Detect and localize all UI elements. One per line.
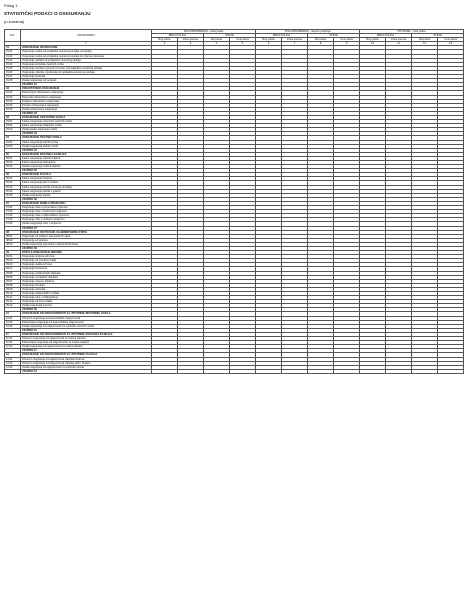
row-number: 06.02 — [5, 181, 21, 185]
leaf-header: Iznos premije — [178, 38, 204, 42]
row-number: 09.04 — [5, 267, 21, 271]
row-number: 09.01 — [5, 255, 21, 259]
row-label: Osiguranje od požara i elementarnih šteta — [21, 234, 152, 238]
row-number: 06.05 — [5, 193, 21, 197]
row-number: 09.02 — [5, 259, 21, 263]
num-cell: 10 — [360, 42, 386, 46]
leaf-header: Broj polica — [152, 38, 178, 42]
leaf-header: Iznos šteta — [334, 38, 360, 42]
row-label: Ostala osiguranja od nezgode — [21, 79, 152, 83]
row-label: Kasko osiguranje tračnih vozila — [21, 140, 152, 144]
subgroup-header: BROJ POLICA — [360, 34, 412, 38]
row-label: UKUPNO 01 — [21, 83, 152, 87]
row-label: Ostala kasko osiguranja vozila — [21, 128, 152, 132]
row-number: 04.01 — [5, 140, 21, 144]
row-number: 08.01 — [5, 234, 21, 238]
row-number: 09.13 — [5, 304, 21, 308]
row-label: OSIGURANJE OD ODGOVORNOSTI ZA UPOTREBU PLOVILA — [21, 353, 152, 357]
leaf-header: Broj šteta — [204, 38, 230, 42]
row-label: Privatno zdravstveno osiguranje — [21, 103, 152, 107]
num-cell: 9 — [334, 42, 360, 46]
statistics-table — [4, 29, 464, 374]
row-number: 08.02 — [5, 238, 21, 242]
row-label: Osiguranje osoba od posljedica nesretnog slučaja (nezgode) — [21, 50, 152, 54]
row-label: Ostala osiguranja robe u prijevozu — [21, 222, 152, 226]
row-number: 11.03 — [5, 345, 21, 349]
col-vrsta: VRSTE RIZIKA — [21, 30, 152, 42]
row-number: 01.08 — [5, 79, 21, 83]
row-number — [5, 369, 21, 373]
row-label: Ostala osiguranja od odgovornosti za zračne letjelice — [21, 345, 152, 349]
row-label: Osiguranje životinja — [21, 283, 152, 287]
row-label: Kasko osiguranje jahti i brodica — [21, 181, 152, 185]
leaf-header: Iznos premije — [386, 38, 412, 42]
row-number: 02.04 — [5, 103, 21, 107]
subgroup-header: ŠTETE — [204, 34, 256, 38]
row-label: Ostala osiguranja tračnih vozila — [21, 144, 152, 148]
row-number: 02.01 — [5, 91, 21, 95]
num-cell: 3 — [178, 42, 204, 46]
row-number: 06 — [5, 173, 21, 177]
row-number: 12.02 — [5, 361, 21, 365]
row-label: Osiguranje građevinskih objekata — [21, 271, 152, 275]
value-cell — [360, 369, 386, 373]
leaf-header: Broj šteta — [412, 38, 438, 42]
row-number: 10.02 — [5, 320, 21, 324]
subgroup-header: BROJ POLICA — [256, 34, 308, 38]
value-cell — [256, 369, 282, 373]
row-number: 03.02 — [5, 124, 21, 128]
row-number: 09.12 — [5, 300, 21, 304]
row-label: Osiguranje korisnika motornih vozila — [21, 62, 152, 66]
row-number: 09.08 — [5, 283, 21, 287]
row-number: 12.01 — [5, 357, 21, 361]
num-cell: 4 — [204, 42, 230, 46]
row-number: 01.05 — [5, 66, 21, 70]
row-label: Osiguranje robe u željezničkom prijevozu — [21, 214, 152, 218]
row-label: Osiguranje montažnih objekata — [21, 275, 152, 279]
row-number: 03 — [5, 115, 21, 119]
row-label: UKUPNO 05 — [21, 169, 152, 173]
num-cell: 5 — [230, 42, 256, 46]
row-label: UKUPNO 09 — [21, 308, 152, 312]
row-label: Obvezno osiguranje od odgovornosti za zračne letjelice — [21, 337, 152, 341]
row-label: Ostala osiguranja od odgovornosti za upotrebu motornih vozila — [21, 324, 152, 328]
subgroup-header: ŠTETE — [308, 34, 360, 38]
leaf-header: Iznos šteta — [438, 38, 464, 42]
row-label: Kasko osiguranje zračnih letjelica — [21, 156, 152, 160]
num-cell: 11 — [386, 42, 412, 46]
row-number: 01.03 — [5, 58, 21, 62]
row-label: UKUPNO 03 — [21, 132, 152, 136]
row-label: UKUPNO 04 — [21, 148, 152, 152]
row-number: 01.02 — [5, 54, 21, 58]
row-number: 07.02 — [5, 210, 21, 214]
row-number: 04 — [5, 136, 21, 140]
group-header: POLJOPRIVREDNO - vrsta polica — [152, 30, 256, 34]
row-label: Osiguranje sportaša — [21, 75, 152, 79]
row-label: Dopunsko zdravstveno osiguranje — [21, 95, 152, 99]
leaf-header: Broj polica — [256, 38, 282, 42]
row-label: UKUPNO 10 — [21, 328, 152, 332]
row-number: 05.02 — [5, 161, 21, 165]
row-number: 09.07 — [5, 279, 21, 283]
num-cell: 8 — [308, 42, 334, 46]
row-number: 12.03 — [5, 365, 21, 369]
row-number: 01.04 — [5, 62, 21, 66]
value-cell — [204, 369, 230, 373]
value-cell — [308, 369, 334, 373]
row-number: 11.01 — [5, 337, 21, 341]
row-number: 01.06 — [5, 70, 21, 74]
row-number: 09.09 — [5, 287, 21, 291]
row-label: Kasko osiguranje priključnih vozila — [21, 124, 152, 128]
num-cell: 12 — [412, 42, 438, 46]
row-number: 01.07 — [5, 75, 21, 79]
row-label: OSIGURANJE ZRAČNIH LETJELICA — [21, 152, 152, 156]
row-label: Kasko osiguranje plovila u gradnji — [21, 189, 152, 193]
value-cell — [282, 369, 308, 373]
row-label: Obvezno osiguranje od odgovornosti vlasnika jahti i brodica — [21, 361, 152, 365]
leaf-header: Broj polica — [360, 38, 386, 42]
subgroup-header: BROJ POLICA — [152, 34, 204, 38]
row-number: 09 — [5, 251, 21, 255]
row-number: 09.03 — [5, 263, 21, 267]
row-number: 07.04 — [5, 218, 21, 222]
value-cell — [230, 369, 256, 373]
row-label: OSIGURANJE OD NEZGODE — [21, 46, 152, 50]
row-number: 09.11 — [5, 296, 21, 300]
doc-title: STATISTIČKI PODACI O OSIGURANJU — [4, 11, 91, 16]
value-cell — [412, 369, 438, 373]
row-label: Osiguranje usjeva i plodova — [21, 279, 152, 283]
row-label: Dodatno zdravstveno osiguranje — [21, 99, 152, 103]
group-header: POLJOPRIVREDNO - ukupno područja — [256, 30, 360, 34]
row-number: 03.03 — [5, 128, 21, 132]
row-label: Osiguranje učenika i studenata od posljedica nesretnog slučaja — [21, 70, 152, 74]
row-number: 10.03 — [5, 324, 21, 328]
row-label: Obvezno osiguranje od automobilske odgovornosti — [21, 316, 152, 320]
row-number: 11 — [5, 332, 21, 336]
row-label: Dobrovoljno zdravstveno osiguranje — [21, 91, 152, 95]
row-label: Osiguranje od provalne krađe — [21, 259, 152, 263]
col-rbr: R.br. — [5, 30, 21, 42]
row-label: Kasko osiguranje plovila unutarnje plovidbe — [21, 185, 152, 189]
row-label: OSTALA OSIGURANJA IMOVINE — [21, 251, 152, 255]
row-label: OSIGURANJE CESTOVNIH VOZILA — [21, 115, 152, 119]
row-label: Ostala osiguranja od odgovornosti za upotrebu plovila — [21, 365, 152, 369]
row-label: Obvezno osiguranje od odgovornosti vlasnika brodova — [21, 357, 152, 361]
row-number: 09.05 — [5, 271, 21, 275]
row-label: Ostala osiguranja od požara i elementarnih šteta — [21, 242, 152, 246]
row-label: Osiguranje stakla od loma — [21, 263, 152, 267]
value-cell — [178, 369, 204, 373]
value-cell — [438, 369, 464, 373]
row-number: 06.04 — [5, 189, 21, 193]
row-number: 02.05 — [5, 107, 21, 111]
row-number: 01.01 — [5, 50, 21, 54]
row-label: Osiguranje robe u zračnom prijevozu — [21, 218, 152, 222]
row-number: 08 — [5, 230, 21, 234]
row-number: 04.02 — [5, 144, 21, 148]
row-label: OSIGURANJE ROBE U PRIJEVOZU — [21, 201, 152, 205]
row-number: 08.03 — [5, 242, 21, 246]
row-number: 05 — [5, 152, 21, 156]
group-header: POTPORE - vrsta polica — [360, 30, 464, 34]
row-label: Ostala osiguranja plovila — [21, 193, 152, 197]
row-number: 02 — [5, 87, 21, 91]
row-number: 07.03 — [5, 214, 21, 218]
doc-subtitle: (u kunama) — [4, 19, 25, 24]
row-label: Osiguranje robe u cestovnom prijevozu — [21, 210, 152, 214]
table-body — [5, 46, 464, 374]
num-cell: 6 — [256, 42, 282, 46]
row-label: UKUPNO 08 — [21, 246, 152, 250]
row-label: OSIGURANJE OD ODGOVORNOSTI ZA UPOTREBU ZRAČNIH LETJELICA — [21, 332, 152, 336]
row-label: OSIGURANJE PLOVILA — [21, 173, 152, 177]
row-number: 10 — [5, 312, 21, 316]
row-number: 07 — [5, 201, 21, 205]
row-label: Osiguranje robe u hladnjačama — [21, 296, 152, 300]
row-label: Osiguranje radnika od posljedica nesretnog slučaja — [21, 58, 152, 62]
value-cell — [334, 369, 360, 373]
row-label: OSIGURANJE OD ODGOVORNOSTI ZA UPOTREBU MOTORNIH VOZILA — [21, 312, 152, 316]
row-number: 07.05 — [5, 222, 21, 226]
row-number: 05.01 — [5, 156, 21, 160]
row-label: Dobrovoljno osiguranje od automobilske odgovornosti — [21, 320, 152, 324]
row-label: OSIGURANJE TRAČNIH VOZILA — [21, 136, 152, 140]
subgroup-header: ŠTETE — [412, 34, 464, 38]
row-number: 09.06 — [5, 275, 21, 279]
row-label: Osiguranje kućanstva — [21, 267, 152, 271]
total-row — [5, 369, 464, 373]
table-header — [5, 30, 464, 46]
row-label: Ostala osiguranja zračnih letjelica — [21, 165, 152, 169]
row-label: UKUPNO 11 — [21, 349, 152, 353]
leaf-header: Iznos premije — [282, 38, 308, 42]
row-number: 12 — [5, 353, 21, 357]
value-cell — [386, 369, 412, 373]
row-label: Dobrovoljno osiguranje od odgovornosti za zračne letjelice — [21, 341, 152, 345]
leaf-header: Broj šteta — [308, 38, 334, 42]
row-label: Osiguranje od loma stakla — [21, 300, 152, 304]
row-label: Ostala osiguranja imovine — [21, 304, 152, 308]
row-number: 03.01 — [5, 120, 21, 124]
row-label: ZDRAVSTVENO OSIGURANJE — [21, 87, 152, 91]
row-label: Kasko osiguranje helikoptera — [21, 161, 152, 165]
row-number: 09.10 — [5, 292, 21, 296]
row-label: UKUPNO 07 — [21, 226, 152, 230]
row-label: Kasko osiguranje brodova — [21, 177, 152, 181]
row-label: UKUPNO 06 — [21, 197, 152, 201]
row-number: 06.03 — [5, 185, 21, 189]
row-label: Osiguranje od potresa — [21, 238, 152, 242]
row-number: 02.02 — [5, 95, 21, 99]
leaf-header: Iznos šteta — [230, 38, 256, 42]
row-number: 06.01 — [5, 177, 21, 181]
row-label: Osiguranje strojeva od loma — [21, 255, 152, 259]
row-label: Osiguranje putnika u javnom prometu od posljedica nesretnog slučaja — [21, 66, 152, 70]
row-label: UKUPNO 02 — [21, 111, 152, 115]
row-label: Osiguranje računala — [21, 287, 152, 291]
row-number: 11.02 — [5, 341, 21, 345]
num-cell: 1 — [21, 42, 152, 46]
num-cell: 2 — [152, 42, 178, 46]
row-number: 07.01 — [5, 206, 21, 210]
row-label: Osiguranje elektroničkih uređaja — [21, 292, 152, 296]
row-number: 02.03 — [5, 99, 21, 103]
row-label: Ostala zdravstvena osiguranja — [21, 107, 152, 111]
num-cell: 7 — [282, 42, 308, 46]
row-number: 05.03 — [5, 165, 21, 169]
doc-line1: Prilog 1. — [4, 3, 19, 8]
row-number: 10.01 — [5, 316, 21, 320]
row-label: Kasko osiguranje cestovnih motornih vozila — [21, 120, 152, 124]
row-label: UKUPNO 12 — [21, 369, 152, 373]
row-number: 01 — [5, 46, 21, 50]
row-label: OSIGURANJE OD POŽARA I ELEMENTARNIH ŠTETA — [21, 230, 152, 234]
value-cell — [152, 369, 178, 373]
row-label: Osiguranje osoba od posljedica nesretnog slučaja za vrijeme putovanja — [21, 54, 152, 58]
row-label: Osiguranje robe u pomorskom prijevozu — [21, 206, 152, 210]
num-cell: 13 — [438, 42, 464, 46]
